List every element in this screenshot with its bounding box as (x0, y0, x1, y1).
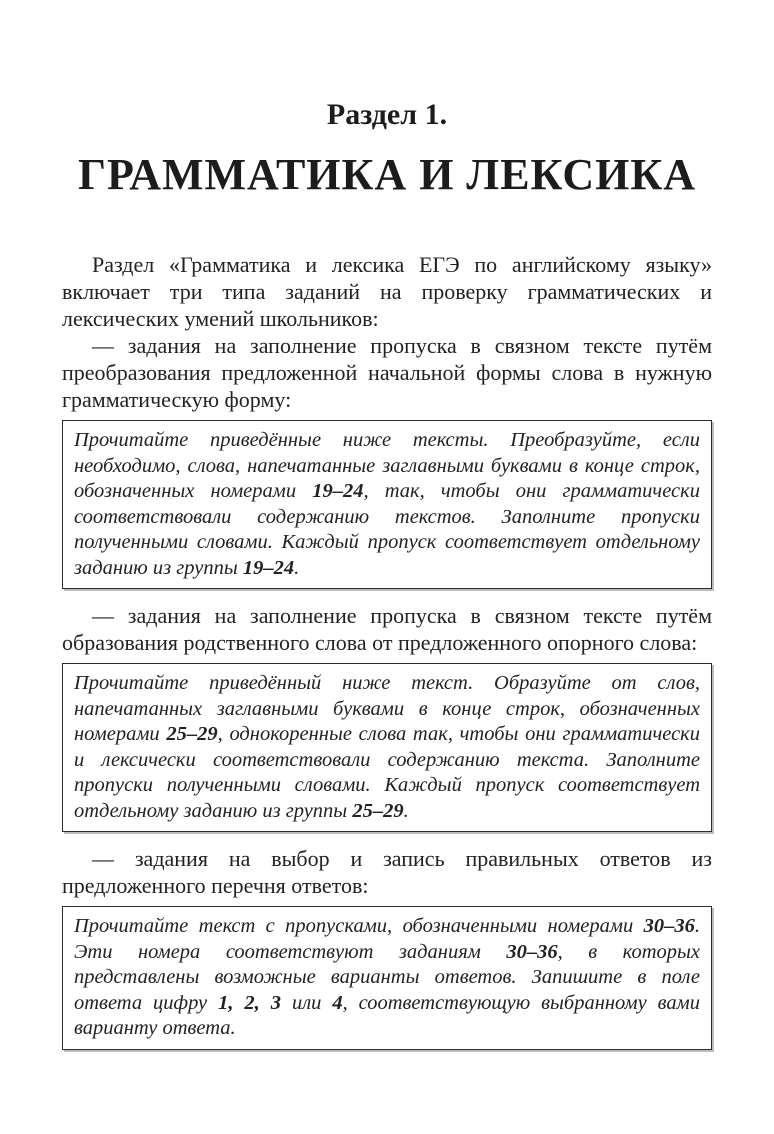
task-type-3-paragraph: — задания на выбор и запись правильных ответов из предложенного перечня ответов: (62, 846, 712, 899)
task-range: 25–29 (166, 723, 218, 746)
instruction-text: . (294, 556, 300, 579)
instruction-box-25-29 (62, 663, 712, 832)
instruction-text: Прочитайте приведённые ниже тексты. Преобразуйте, если необходимо, слова, напечатанные заглавными буквами в конце строк, обозначенных номерами (74, 429, 700, 503)
task-range: 19–24 (312, 480, 364, 503)
task-range: 30–36 (643, 915, 695, 938)
answer-digit: 4 (332, 991, 343, 1014)
instruction-box-30-36 (62, 906, 712, 1050)
answer-digits: 1, 2, 3 (218, 991, 281, 1014)
task-range: 30–36 (506, 940, 558, 963)
instruction-box-19-24 (62, 420, 712, 589)
instruction-text: , соответствующую выбранному вами варианту ответа. (74, 991, 700, 1040)
task-type-1-paragraph: — задания на заполнение пропуска в связном тексте путём преобразования предложенной начальной формы слова в нужную грамматическую форму: (62, 333, 712, 413)
section-title: Раздел 1. (326, 98, 448, 131)
task-type-2-paragraph: — задания на заполнение пропуска в связном тексте путём образования родственного слова от предложенного опорного слова: (62, 603, 712, 656)
instruction-text: , так, чтобы они грамматически соответствовали содержанию текстов. Заполните пропуски полученными словами. Каждый пропуск соответствует отдельному заданию из группы (74, 480, 700, 579)
instruction-text: , в которых представлены возможные варианты ответов. Запишите в поле ответа цифру (74, 940, 700, 1014)
page-content (0, 251, 774, 1050)
page-title: ГРАММАТИКА И ЛЕКСИКА (77, 150, 697, 199)
instruction-text: . (403, 799, 409, 822)
instruction-text: Прочитайте приведённый ниже текст. Образуйте от слов, напечатанных заглавными буквами в конце строк, обозначенных номерами (74, 672, 700, 746)
instruction-text: . Эти номера соответствуют заданиям (74, 915, 700, 963)
task-range: 25–29 (352, 799, 404, 822)
instruction-text: или (281, 991, 333, 1014)
instruction-text: Прочитайте текст с пропусками, обозначенными номерами (74, 915, 644, 938)
intro-paragraph: Раздел «Грамматика и лексика ЕГЭ по английскому языку» включает три типа заданий на проверку грамматических и лексических умений школьников: (62, 252, 712, 332)
task-range: 19–24 (242, 556, 295, 579)
instruction-text: , однокоренные слова так, чтобы они грамматически и лексически соответствовали содержанию текста. Заполните пропуски полученными словами. Каждый пропуск соответствует отдельному заданию из группы (74, 723, 701, 822)
